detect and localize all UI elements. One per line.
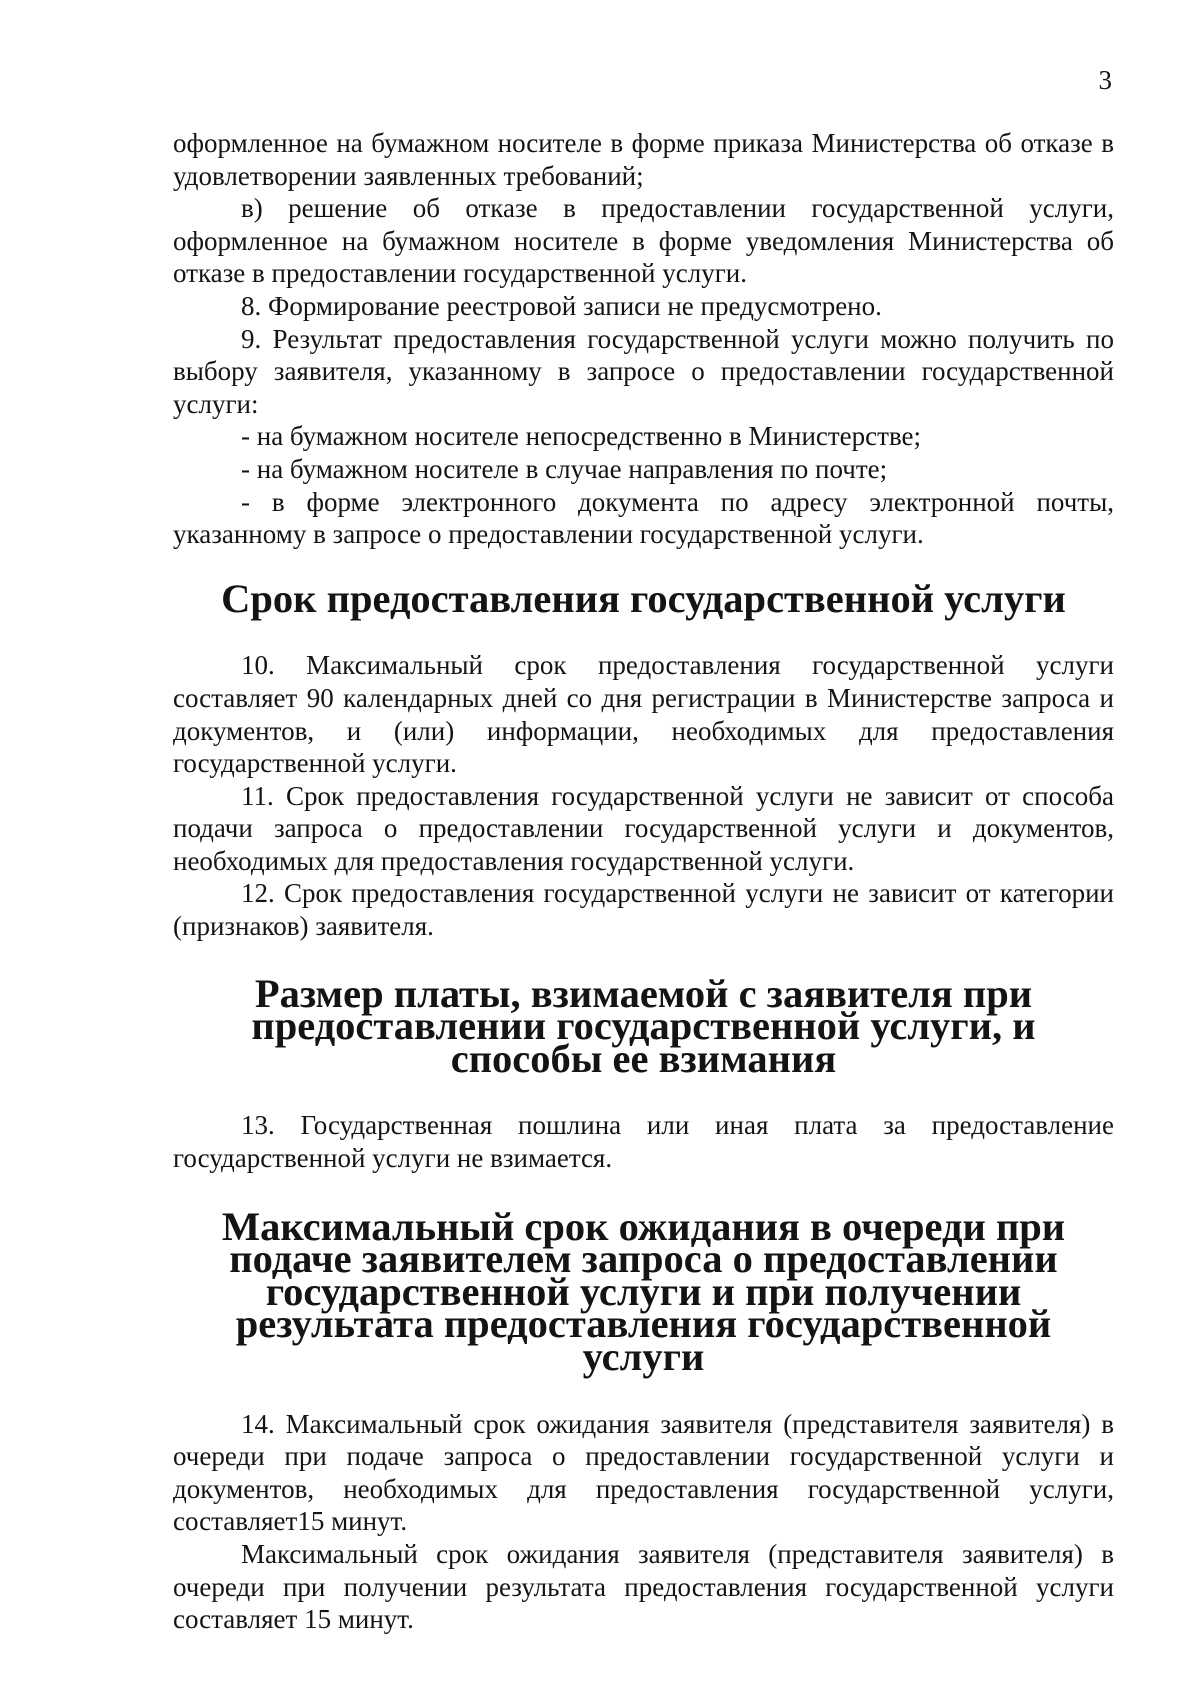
- paragraph-14-continued: Максимальный срок ожидания заявителя (представителя заявителя) в очереди при получении результата предоставления государственной услуги составляет 15 минут.: [173, 1538, 1114, 1635]
- section-heading-queue: [173, 1203, 1114, 1379]
- list-item-electronic: - в форме электронного документа по адресу электронной почты, указанному в запросе о предоставлении государственной услуги.: [173, 486, 1114, 550]
- paragraph-14: 14. Максимальный срок ожидания заявителя (представителя заявителя) в очереди при подаче запроса о предоставлении государственной услуги и документов, необходимых для предоставления государственной услуги, составляет15 минут.: [173, 1408, 1114, 1537]
- paragraph-12: 12. Срок предоставления государственной услуги не зависит от категории (признаков) заявителя.: [173, 878, 1114, 942]
- list-item-paper-mail: - на бумажном носителе в случае направления по почте;: [241, 453, 888, 484]
- heading-fee-text: Размер платы, взимаемой с заявителя при предоставлении государственной услуги, и способы ее взимания: [251, 970, 1036, 1081]
- section-heading-fee: [173, 970, 1114, 1081]
- list-item-paper-ministry: - на бумажном носителе непосредственно в Министерстве;: [241, 421, 922, 452]
- paragraph-9: 9. Результат предоставления государственной услуги можно получить по выбору заявителя, указанному в запросе о предоставлении государственной услуги:: [173, 323, 1114, 419]
- paragraph-11: 11. Срок предоставления государственной услуги не зависит от способа подачи запроса о предоставлении государственной услуги и документов, необходимых для предоставления государственной услуги.: [173, 780, 1114, 876]
- section-heading-term: Срок предоставления государственной услуги: [221, 575, 1066, 621]
- paragraph-10: 10. Максимальный срок предоставления государственной услуги составляет 90 календарных дней со дня регистрации в Министерстве запроса и документов, и (или) информации, необходимых для предоставления государственной услуги.: [173, 650, 1114, 779]
- paragraph-item-v: в) решение об отказе в предоставлении государственной услуги, оформленное на бумажном носителе в форме уведомления Министерства об отказе в предоставлении государственной услуги.: [173, 193, 1114, 289]
- paragraph-8: 8. Формирование реестровой записи не предусмотрено.: [241, 290, 882, 321]
- page-number: 3: [1098, 65, 1112, 95]
- paragraph-continuation: оформленное на бумажном носителе в форме приказа Министерства об отказе в удовлетворении заявленных требований;: [173, 128, 1114, 191]
- heading-queue-text: Максимальный срок ожидания в очереди при подаче заявителем запроса о предоставлении государственной услуги и при получении результата предоставления государственной услуги: [221, 1203, 1066, 1379]
- document-body: [173, 127, 1114, 1636]
- paragraph-13: 13. Государственная пошлина или иная плата за предоставление государственной услуги не взимается.: [173, 1110, 1114, 1174]
